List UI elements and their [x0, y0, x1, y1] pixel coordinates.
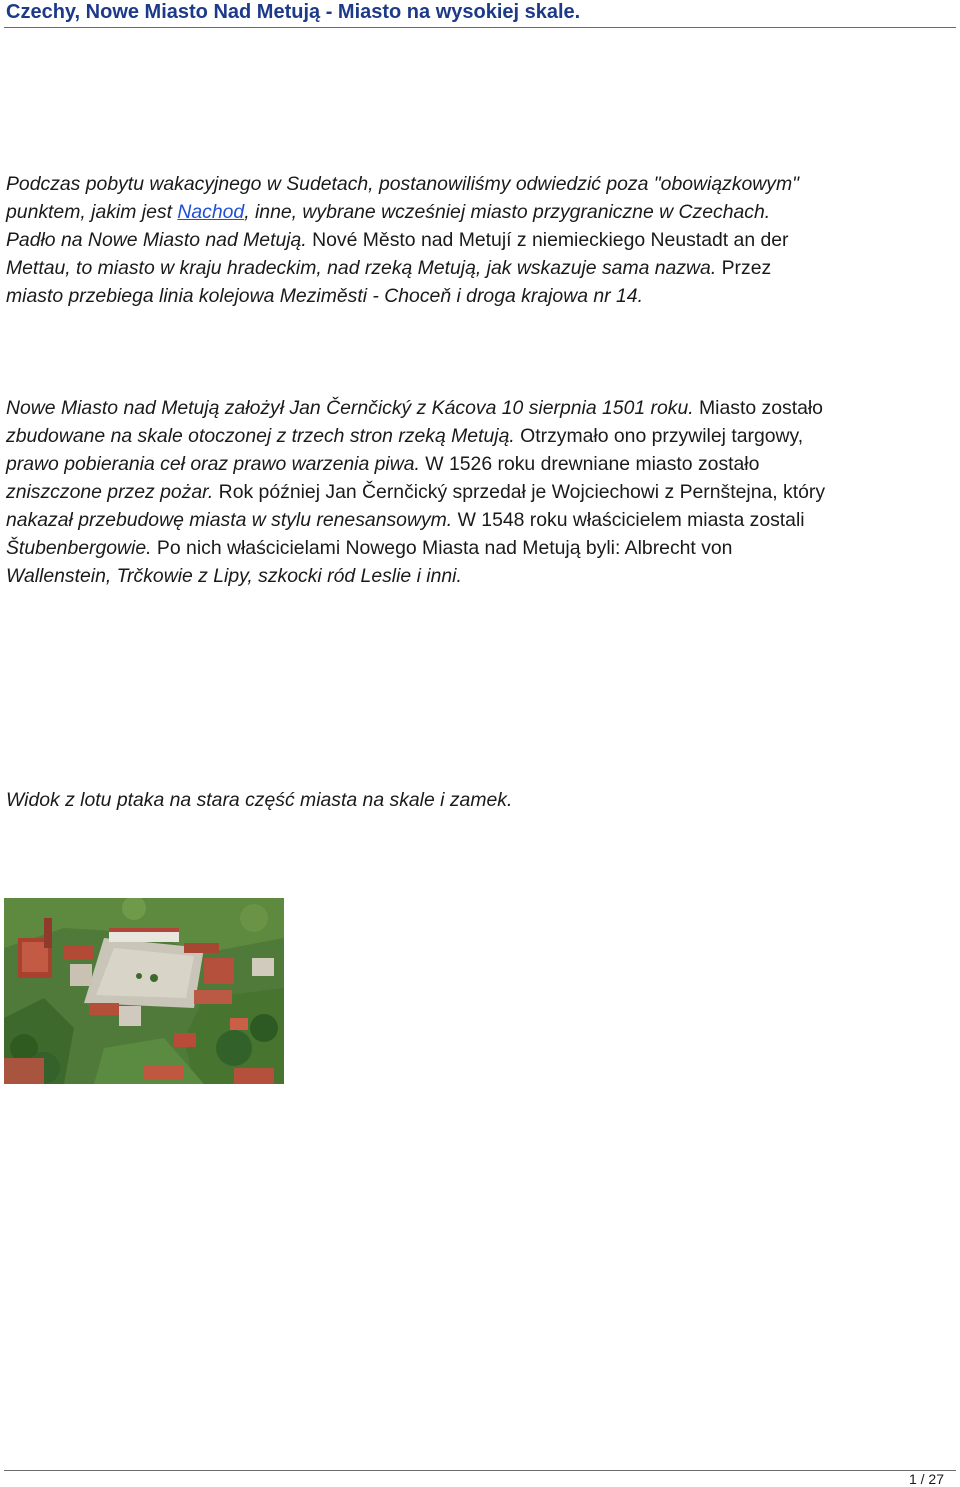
page-number: 1 / 27	[908, 1471, 944, 1487]
intro-line-1: Podczas pobytu wakacyjnego w Sudetach, postanowiliśmy odwiedzić poza "obowiązkowym"	[6, 173, 800, 195]
intro-line-2-end: , inne, wybrane wcześniej miasto przygraniczne w Czechach.	[244, 201, 771, 223]
history-line-1	[6, 394, 956, 422]
intro-line-3-italic: Padło na Nowe Miasto nad Metują.	[6, 229, 307, 251]
history-line-2-rest: Otrzymało ono przywilej targowy,	[514, 425, 804, 447]
history-line-2-italic: zbudowane na skale otoczonej z trzech stron rzeką Metują.	[6, 425, 515, 447]
intro-line-4	[6, 254, 956, 282]
intro-line-4-rest: Przez	[716, 257, 772, 279]
history-line-6-italic: Štubenbergowie.	[6, 537, 152, 559]
history-line-4-italic: zniszczone przez pożar.	[6, 481, 214, 503]
intro-line-2-start: punktem, jakim jest	[6, 201, 178, 223]
header-divider	[4, 27, 956, 28]
history-line-1-italic: Nowe Miasto nad Metują założył Jan Černčický z Kácova 10 sierpnia 1501 roku.	[6, 397, 694, 419]
history-line-4-rest: Rok później Jan Černčický sprzedał je Wojciechowi z Pernštejna, który	[213, 481, 826, 503]
history-line-6-rest: Po nich właścicielami Nowego Miasta nad Metują byli: Albrecht von	[151, 537, 733, 559]
history-line-7: Wallenstein, Trčkowie z Lipy, szkocki ród Leslie i inni.	[6, 565, 462, 587]
history-line-5	[6, 506, 956, 534]
history-paragraph	[6, 394, 956, 590]
history-line-4	[6, 478, 956, 506]
nachod-link[interactable]: Nachod	[177, 201, 245, 223]
history-line-3-rest: W 1526 roku drewniane miasto zostało	[419, 453, 760, 475]
intro-line-2	[6, 198, 956, 226]
intro-line-4-italic: Mettau, to miasto w kraju hradeckim, nad rzeką Metują, jak wskazuje sama nazwa.	[6, 257, 717, 279]
intro-paragraph	[6, 170, 956, 310]
document-title: Czechy, Nowe Miasto Nad Metują - Miasto na wysokiej skale.	[6, 1, 581, 23]
history-line-6	[6, 534, 956, 562]
history-line-1-rest: Miasto zostało	[693, 397, 823, 419]
history-line-2	[6, 422, 956, 450]
aerial-town-photo	[4, 898, 284, 1084]
intro-line-3	[6, 226, 956, 254]
footer-divider	[4, 1470, 956, 1471]
history-line-5-italic: nakazał przebudowę miasta w stylu renesansowym.	[6, 509, 453, 531]
history-line-5-rest: W 1548 roku właścicielem miasta zostali	[452, 509, 805, 531]
photo-caption: Widok z lotu ptaka na stara część miasta na skale i zamek.	[6, 789, 513, 811]
intro-line-5: miasto przebiega linia kolejowa Meziměsti - Choceň i droga krajowa nr 14.	[6, 285, 643, 307]
history-line-3	[6, 450, 956, 478]
history-line-3-italic: prawo pobierania ceł oraz prawo warzenia piwa.	[6, 453, 420, 475]
intro-line-3-rest: Nové Město nad Metují z niemieckiego Neustadt an der	[306, 229, 789, 251]
